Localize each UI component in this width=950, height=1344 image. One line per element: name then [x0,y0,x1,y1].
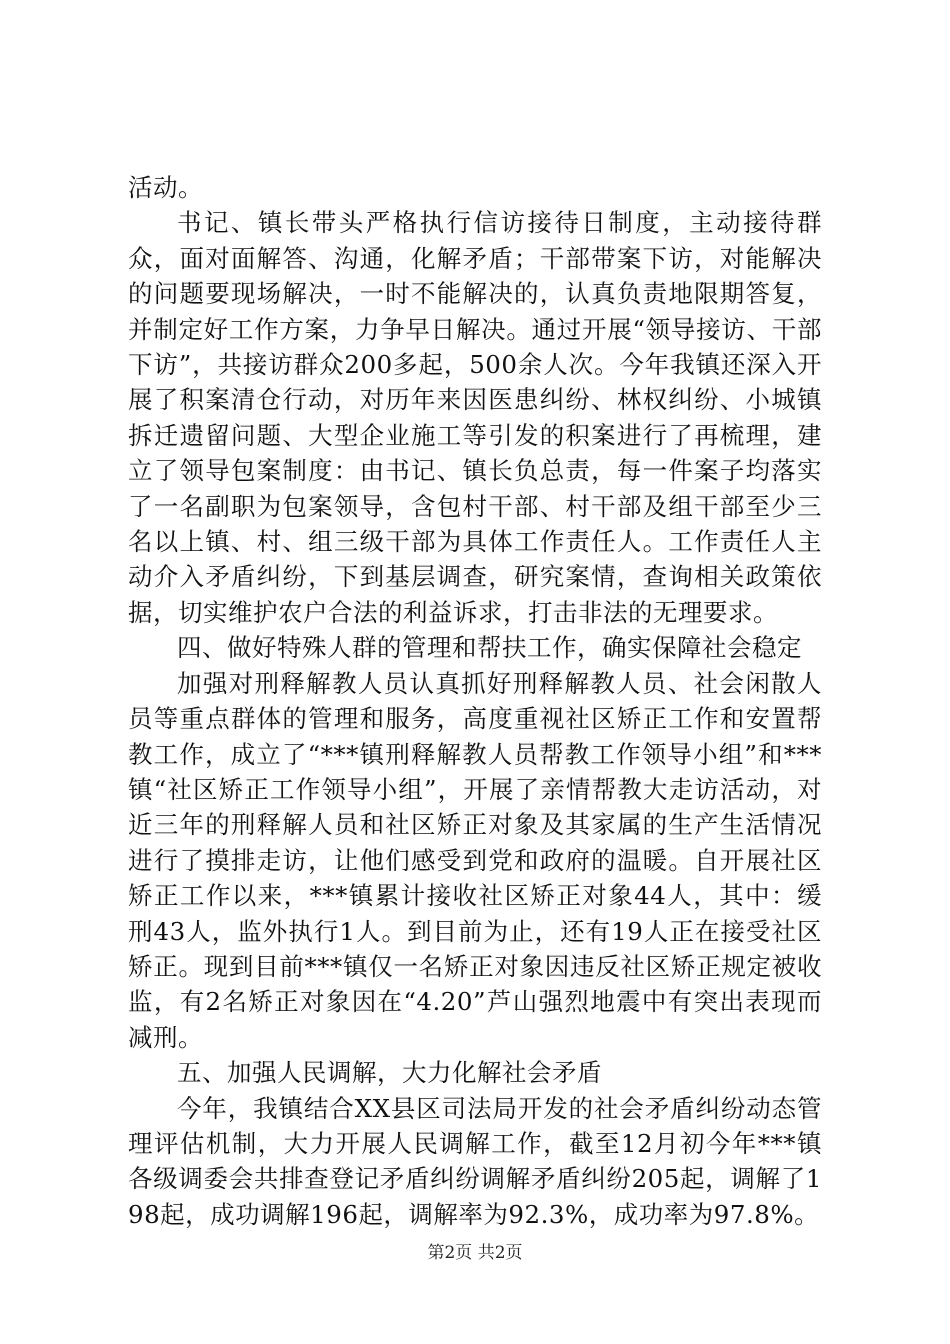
page-number-footer: 第2页 共2页 [427,1243,523,1263]
paragraph-continuation: 活动。 [128,173,203,202]
paragraph-special-groups: 加强对刑释解教人员认真抓好刑释解教人员、社会闲散人员等重点群体的管理和服务，高度重视社区矫正工作和安置帮教工作，成立了“***镇刑释解教人员帮教工作领导小组”和***镇“社区矫正工作领导小组”，开展了亲情帮教大走访活动，对近三年的刑释解人员和社区矫正对象及其家属的生产生活情况进行了摸排走访，让他们感受到党和政府的温暖。自开展社区矫正工作以来，***镇累计接收社区矫正对象44人，其中：缓刑43人，监外执行1人。到目前为止，还有19人正在接受社区矫正。现到目前***镇仅一名矫正对象因违反社区矫正规定被收监，有2名矫正对象因在“4.20”芦山强烈地震中有突出表现而减刑。 [128,668,822,1052]
section-heading-four: 四、做好特殊人群的管理和帮扶工作，确实保障社会稳定 [177,633,802,663]
paragraph-mediation: 今年，我镇结合XX县区司法局开发的社会矛盾纠纷动态管理评估机制，大力开展人民调解工作，截至12月初今年***镇各级调委会共排查登记矛盾纠纷调解矛盾纠纷205起，调解了198起，成功调解196起，调解率为92.3%，成功率为97.8%。 [128,1093,822,1229]
paragraph-petition-reception: 书记、镇长带头严格执行信访接待日制度，主动接待群众，面对面解答、沟通，化解矛盾；干部带案下访，对能解决的问题要现场解决，一时不能解决的，认真负责地限期答复，并制定好工作方案，力争早日解决。通过开展“领导接访、干部下访”，共接访群众200多起，500余人次。今年我镇还深入开展了积案清仓行动，对历年来因医患纠纷、林权纠纷、小城镇拆迁遗留问题、大型企业施工等引发的积案进行了再梳理，建立了领导包案制度：由书记、镇长负总责，每一件案子均落实了一名副职为包案领导，含包村干部、村干部及组干部至少三名以上镇、村、组三级干部为具体工作责任人。工作责任人主动介入矛盾纠纷，下到基层调查，研究案情，查询相关政策依据，切实维护农户合法的利益诉求，打击非法的无理要求。 [128,208,822,627]
document-body [128,170,822,1232]
section-heading-five: 五、加强人民调解，大力化解社会矛盾 [177,1058,602,1088]
